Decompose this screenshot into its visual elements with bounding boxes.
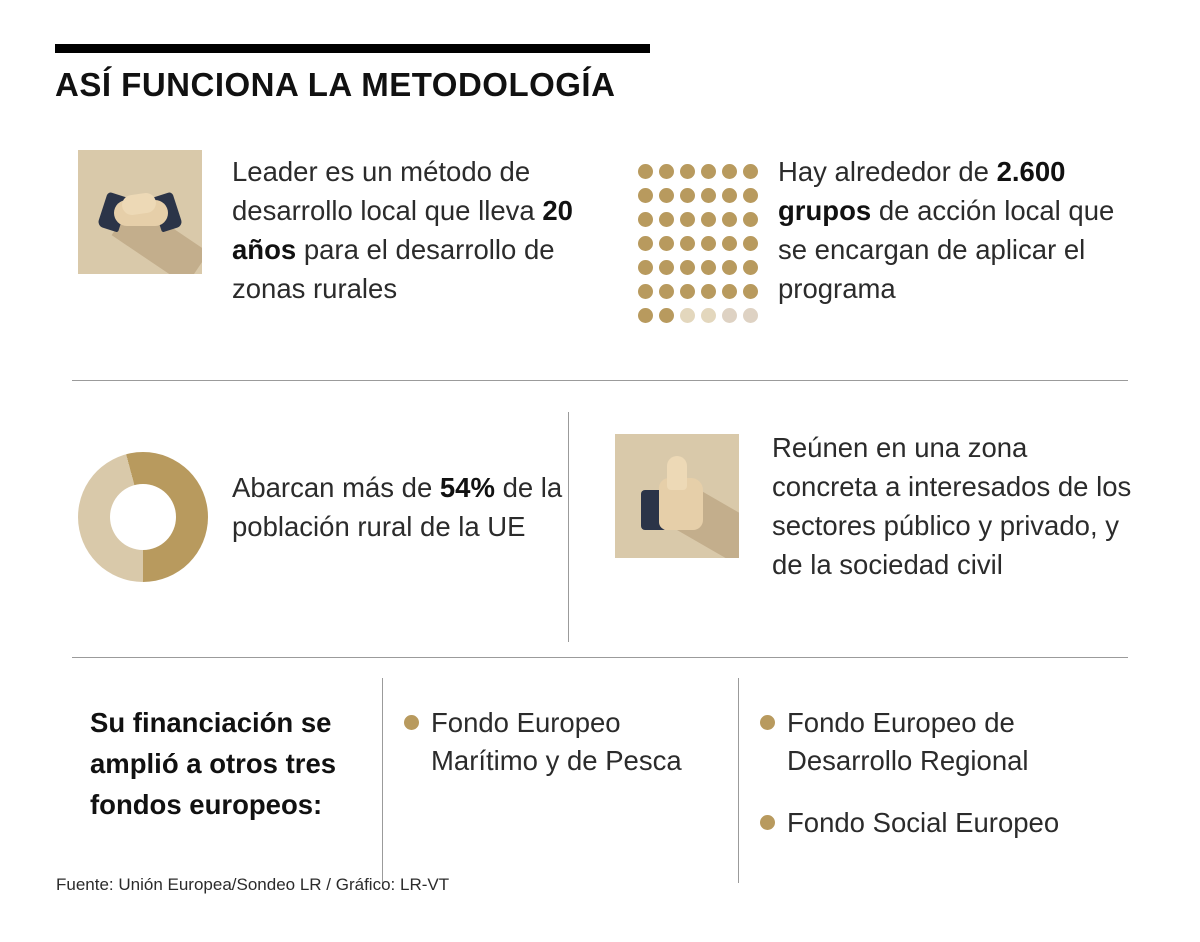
bullet-icon	[404, 715, 419, 730]
grid-dot	[680, 236, 695, 251]
grid-dot	[701, 260, 716, 275]
grid-dot	[659, 212, 674, 227]
grupos-text-part-3: de acción local que se encargan de aplicar el programa	[778, 195, 1115, 304]
grid-dot	[659, 164, 674, 179]
poblacion-highlight: 54%	[439, 472, 495, 503]
divider-vertical-funding-1	[382, 678, 383, 883]
grid-dot-faded	[701, 308, 716, 323]
grid-dot	[680, 188, 695, 203]
divider-vertical-funding-2	[738, 678, 739, 883]
thumbs-up-icon	[615, 434, 739, 558]
grid-dot	[680, 260, 695, 275]
grupos-description	[778, 152, 1128, 308]
grid-dot	[743, 164, 758, 179]
grid-dot	[638, 188, 653, 203]
title-top-rule	[55, 44, 650, 53]
list-item	[760, 804, 1110, 842]
bullet-icon	[760, 715, 775, 730]
funding-column-2	[760, 704, 1110, 866]
funding-title: Su financiación se amplió a otros tres fondos europeos:	[90, 707, 337, 820]
grid-dot	[659, 260, 674, 275]
grid-dot	[743, 212, 758, 227]
divider-vertical-middle	[568, 412, 569, 642]
leader-text-part-3: para el desarrollo de zonas rurales	[232, 234, 555, 304]
grid-dot	[659, 308, 674, 323]
grid-dot	[743, 284, 758, 299]
funding-fund-label: Fondo Social Europeo	[787, 807, 1060, 838]
funding-column-1	[404, 704, 724, 804]
grid-dot	[701, 284, 716, 299]
grid-dot-faded	[743, 308, 758, 323]
grid-dot	[722, 188, 737, 203]
divider-row-1	[72, 380, 1128, 381]
page-title: ASÍ FUNCIONA LA METODOLOGÍA	[55, 66, 616, 103]
grid-dot	[701, 236, 716, 251]
funding-fund-label: Fondo Europeo Marítimo y de Pesca	[431, 707, 682, 776]
poblacion-text-part-1: Abarcan más de	[232, 472, 440, 503]
grid-dot	[659, 284, 674, 299]
grid-dot	[722, 260, 737, 275]
grid-dot	[638, 284, 653, 299]
donut-chart-icon	[78, 452, 208, 582]
list-item	[404, 704, 724, 780]
leader-description	[232, 152, 612, 308]
grid-dot	[701, 188, 716, 203]
leader-text-part-1: Leader es un método de desarrollo local que lleva	[232, 156, 543, 226]
grid-dot	[680, 212, 695, 227]
list-item	[760, 704, 1110, 780]
source-credit: Fuente: Unión Europea/Sondeo LR / Gráfico: LR-VT	[56, 875, 450, 894]
grid-dot	[638, 164, 653, 179]
grid-dot	[680, 164, 695, 179]
grid-dot	[743, 260, 758, 275]
handshake-icon	[78, 150, 202, 274]
donut-hole	[110, 484, 176, 550]
grid-dot	[659, 188, 674, 203]
grid-dot	[743, 236, 758, 251]
grid-dot	[722, 164, 737, 179]
grid-dot	[701, 212, 716, 227]
grid-dot	[722, 284, 737, 299]
grid-dot	[722, 212, 737, 227]
grid-dot	[680, 284, 695, 299]
dot-grid-icon	[638, 164, 764, 332]
grid-dot-faded	[722, 308, 737, 323]
grid-dot-faded	[680, 308, 695, 323]
grupos-highlight: 2.600 grupos	[778, 156, 1066, 226]
grid-dot	[638, 308, 653, 323]
grid-dot	[743, 188, 758, 203]
grid-dot	[638, 236, 653, 251]
funding-fund-label: Fondo Europeo de Desarrollo Regional	[787, 707, 1029, 776]
thumbs-up-thumb	[667, 456, 687, 490]
grid-dot	[701, 164, 716, 179]
grid-dot	[659, 236, 674, 251]
poblacion-text-part-3: de la población rural de la UE	[232, 472, 563, 542]
grid-dot	[638, 260, 653, 275]
grid-dot	[638, 212, 653, 227]
grupos-text-part-1: Hay alrededor de	[778, 156, 997, 187]
grid-dot	[722, 236, 737, 251]
bullet-icon	[760, 815, 775, 830]
poblacion-description	[232, 468, 572, 546]
leader-highlight: 20 años	[232, 195, 573, 265]
divider-row-2	[72, 657, 1128, 658]
reunen-description: Reúnen en una zona concreta a interesados de los sectores público y privado, y de la sociedad civil	[772, 432, 1132, 580]
